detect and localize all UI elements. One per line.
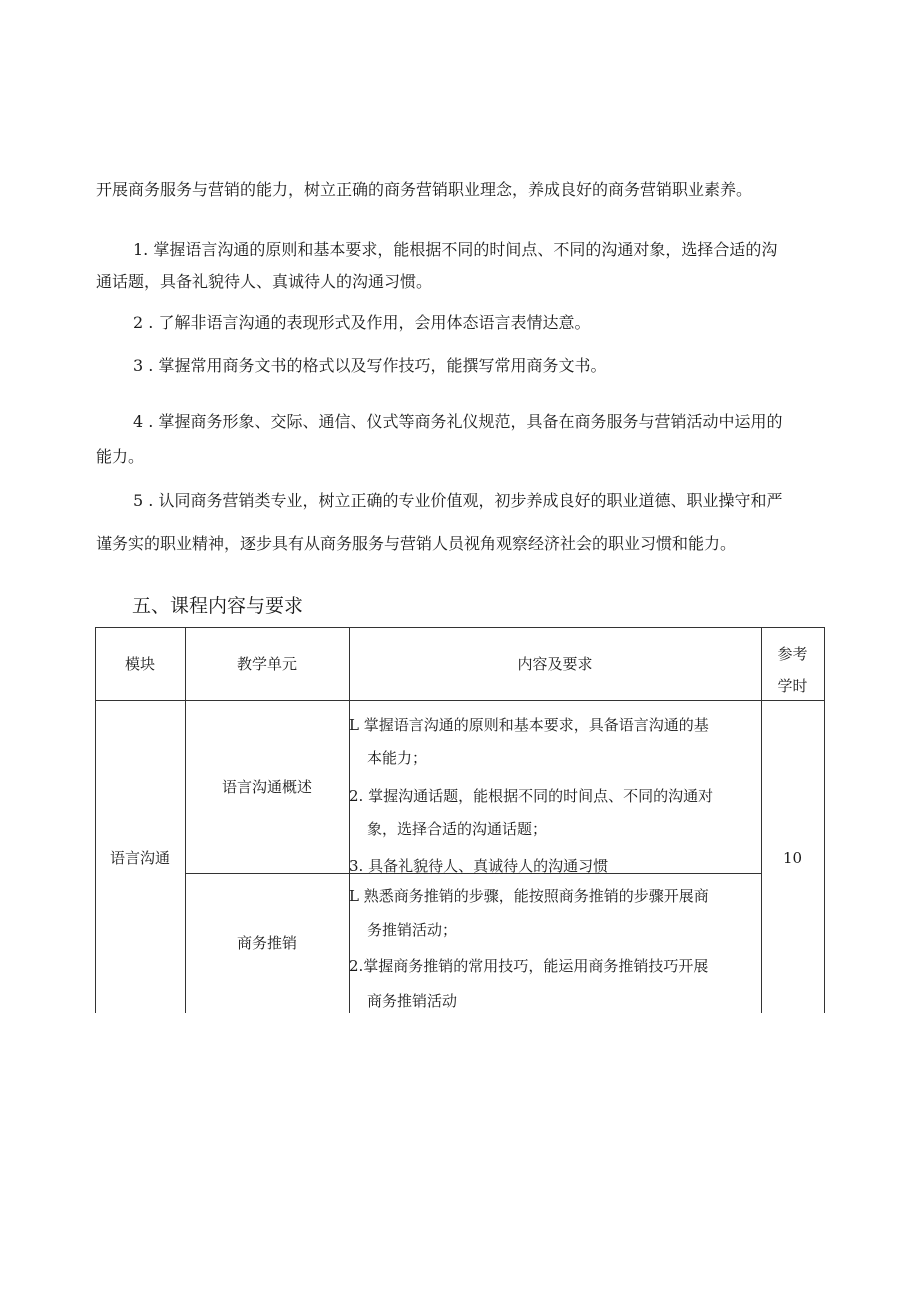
- table-border-top: [95, 627, 825, 628]
- section-title: 五、课程内容与要求: [132, 595, 304, 617]
- unit-1-item-3: 3. 具备礼貌待人、真诚待人的沟通习惯: [349, 857, 609, 875]
- table-divider-module: [185, 627, 186, 1013]
- table-border-right: [824, 627, 825, 1013]
- unit-2-item-1-cont: 务推销活动；: [367, 921, 458, 939]
- header-module: 模块: [124, 655, 155, 673]
- header-hours-line1: 参考: [777, 645, 808, 663]
- objective-4-line2: 能力。: [96, 447, 145, 466]
- objective-1-line1: 1. 掌握语言沟通的原则和基本要求，能根据不同的时间点、不同的沟通对象，选择合适的沟: [133, 240, 778, 259]
- unit-1-item-1: L 掌握语言沟通的原则和基本要求，具备语言沟通的基: [349, 716, 709, 734]
- header-content: 内容及要求: [517, 655, 593, 673]
- header-unit: 教学单元: [236, 655, 297, 673]
- unit-name-2: 商务推销: [236, 934, 297, 952]
- unit-name-1: 语言沟通概述: [221, 778, 312, 796]
- unit-1-item-1-cont: 本能力；: [367, 749, 428, 767]
- unit-1-item-2-cont: 象，选择合适的沟通话题；: [367, 820, 548, 838]
- hours-value: 10: [782, 849, 803, 867]
- objective-5-line1: 5 . 认同商务营销类专业，树立正确的专业价值观，初步养成良好的职业道德、职业操守和严: [133, 491, 783, 510]
- unit-2-item-1: L 熟悉商务推销的步骤，能按照商务推销的步骤开展商: [349, 887, 709, 905]
- objective-5-line2: 谨务实的职业精神，逐步具有从商务服务与营销人员视角观察经济社会的职业习惯和能力。: [96, 534, 737, 553]
- unit-2-item-2-cont: 商务推销活动: [367, 992, 458, 1010]
- header-hours-line2: 学时: [777, 677, 808, 695]
- table-header-bottom: [95, 700, 825, 701]
- intro-line: 开展商务服务与营销的能力，树立正确的商务营销职业理念，养成良好的商务营销职业素养。: [96, 180, 753, 199]
- unit-1-item-2: 2. 掌握沟通话题，能根据不同的时间点、不同的沟通对: [349, 787, 714, 805]
- objective-2: 2 . 了解非语言沟通的表现形式及作用，会用体态语言表情达意。: [133, 313, 591, 332]
- objective-1-line2: 通话题，具备礼貌待人、真诚待人的沟通习惯。: [96, 272, 433, 291]
- unit-2-item-2: 2.掌握商务推销的常用技巧，能运用商务推销技巧开展: [349, 957, 709, 975]
- table-border-left: [95, 627, 96, 1013]
- objective-4-line1: 4 . 掌握商务形象、交际、通信、仪式等商务礼仪规范，具备在商务服务与营销活动中运用的: [133, 412, 783, 431]
- module-name: 语言沟通: [109, 849, 170, 867]
- objective-3: 3 . 掌握常用商务文书的格式以及写作技巧，能撰写常用商务文书。: [133, 356, 607, 375]
